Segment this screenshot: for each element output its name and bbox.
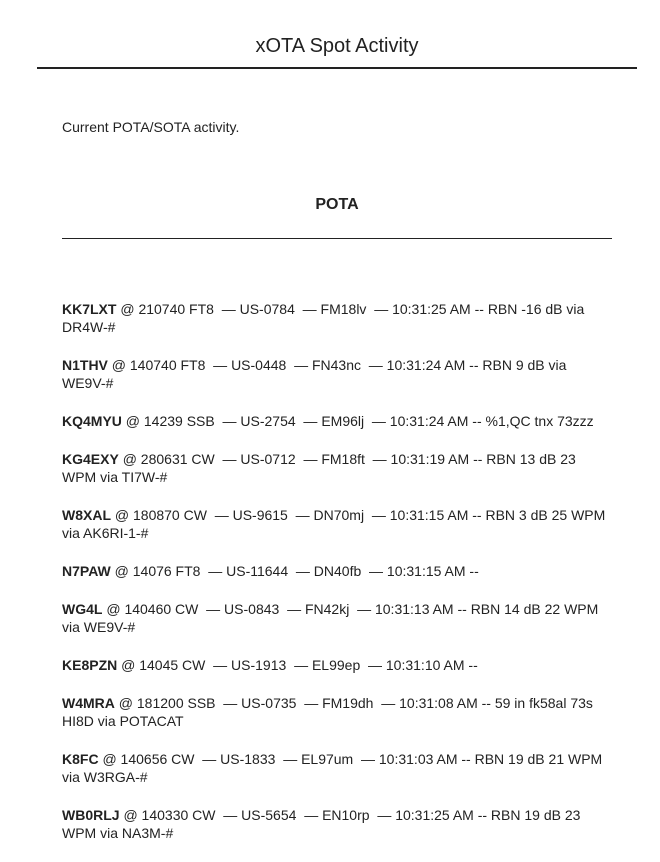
spot-details: @ 14076 FT8 — US-11644 — DN40fb — 10:31:15 AM -- — [110, 563, 479, 579]
spot-details: @ 181200 SSB — US-0735 — FM19dh — 10:31:08 AM -- 59 in fk58al 73s HI8D via POTACAT — [62, 695, 597, 729]
spot-details: @ 140330 CW — US-5654 — EN10rp — 10:31:25 AM -- RBN 19 dB 23 WPM via NA3M-# — [62, 807, 585, 841]
spot-callsign: KQ4MYU — [62, 413, 122, 429]
spot-callsign: W8XAL — [62, 507, 111, 523]
spot-callsign: KG4EXY — [62, 451, 119, 467]
spot-details: @ 140740 FT8 — US-0448 — FN43nc — 10:31:24 AM -- RBN 9 dB via WE9V-# — [62, 357, 571, 391]
spot-callsign: N7PAW — [62, 563, 111, 579]
spot-details: @ 280631 CW — US-0712 — FM18ft — 10:31:19 AM -- RBN 13 dB 23 WPM via TI7W-# — [62, 451, 580, 485]
spot-callsign: WG4L — [62, 601, 103, 617]
spot-item — [62, 806, 612, 842]
spot-details: @ 14045 CW — US-1913 — EL99ep — 10:31:10 AM -- — [117, 657, 478, 673]
spot-list — [62, 300, 612, 862]
title-divider — [37, 67, 637, 69]
spot-item — [62, 750, 612, 786]
spot-callsign: WB0RLJ — [62, 807, 120, 823]
section-heading-pota: POTA — [315, 196, 359, 213]
spot-callsign: W4MRA — [62, 695, 115, 711]
spot-details: @ 210740 FT8 — US-0784 — FM18lv — 10:31:25 AM -- RBN -16 dB via DR4W-# — [62, 301, 589, 335]
spot-callsign: KK7LXT — [62, 301, 117, 317]
spot-item — [62, 450, 612, 486]
spot-details: @ 180870 CW — US-9615 — DN70mj — 10:31:15 AM -- RBN 3 dB 25 WPM via AK6RI-1-# — [62, 507, 610, 541]
spot-item — [62, 356, 612, 392]
spot-callsign: KE8PZN — [62, 657, 118, 673]
spot-item — [62, 562, 612, 580]
intro-text: Current POTA/SOTA activity. — [62, 119, 240, 135]
spot-item — [62, 656, 612, 674]
spot-details: @ 140460 CW — US-0843 — FN42kj — 10:31:13 AM -- RBN 14 dB 22 WPM via WE9V-# — [62, 601, 603, 635]
page-title: xOTA Spot Activity — [255, 35, 419, 57]
spot-callsign: N1THV — [62, 357, 108, 373]
spot-item — [62, 300, 612, 336]
spot-details: @ 140656 CW — US-1833 — EL97um — 10:31:03 AM -- RBN 19 dB 21 WPM via W3RGA-# — [62, 751, 607, 785]
spot-item — [62, 506, 612, 542]
spot-details: @ 14239 SSB — US-2754 — EM96lj — 10:31:24 AM -- %1,QC tnx 73zzz — [121, 413, 594, 429]
spot-item — [62, 412, 612, 430]
spot-item — [62, 694, 612, 730]
spot-item — [62, 600, 612, 636]
spot-callsign: K8FC — [62, 751, 99, 767]
section-divider — [62, 238, 612, 239]
